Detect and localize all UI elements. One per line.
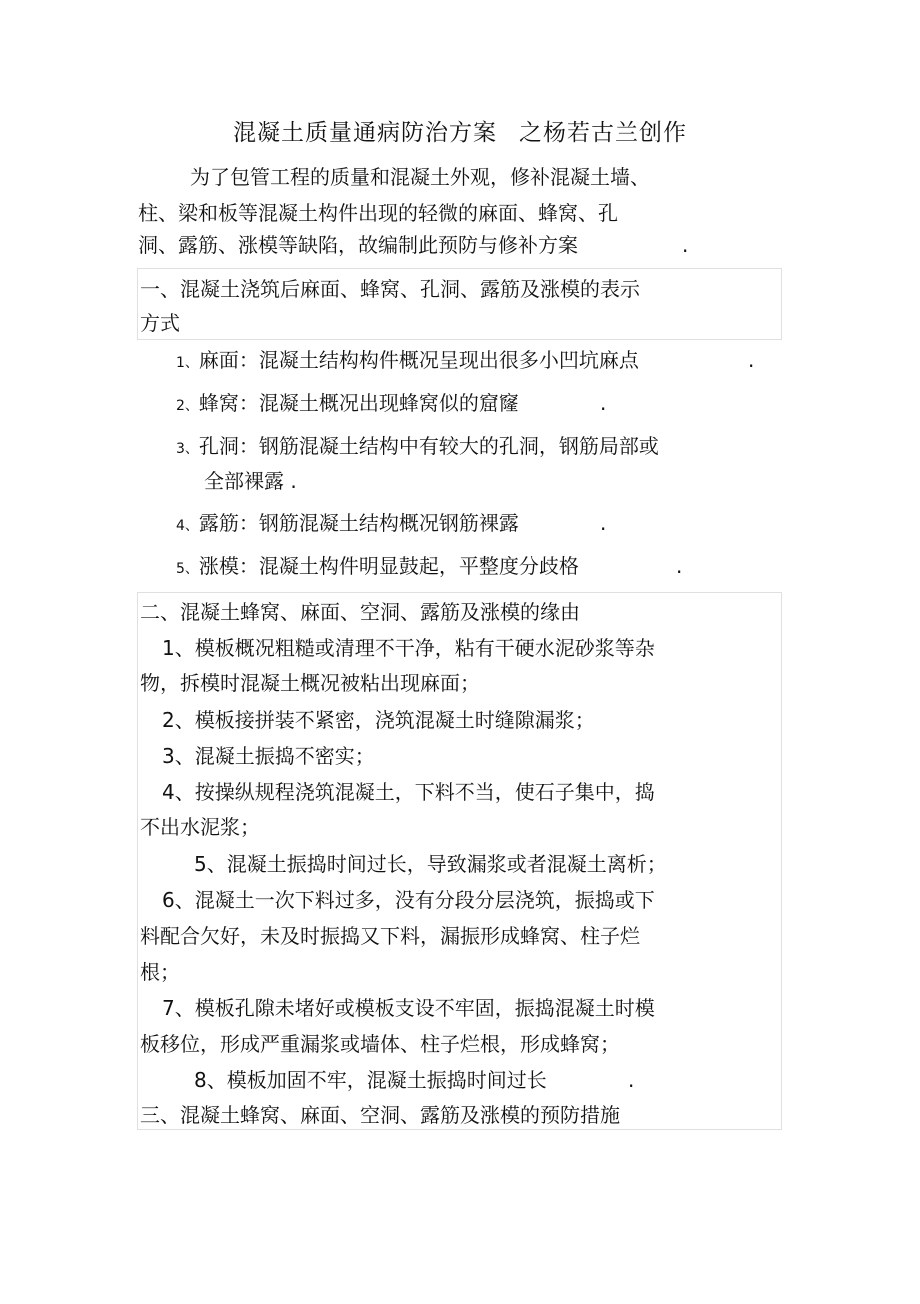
paragraph-line: 2、模板接拼装不紧密，浇筑混凝土时缝隙漏浆； xyxy=(162,708,595,732)
list-item xyxy=(176,551,579,584)
intro-line: 为了包管工程的质量和混凝土外观，修补混凝土墙、 xyxy=(190,165,650,189)
item-number: 5、 xyxy=(176,561,199,577)
paragraph-line: 根； xyxy=(140,960,180,984)
list-item xyxy=(176,431,659,464)
intro-dot: . xyxy=(682,233,689,257)
item-number: 4、 xyxy=(176,518,199,534)
paragraph-dot: . xyxy=(628,1068,635,1092)
title-main: 混凝土质量通病防治方案 xyxy=(233,120,497,146)
paragraph-line: 8、模板加固不牢，混凝土振捣时间过长 xyxy=(194,1068,547,1092)
item-dot: . xyxy=(676,554,683,578)
paragraph-line: 物，拆模时混凝土概况被粘出现麻面； xyxy=(140,671,480,695)
item-dot: . xyxy=(748,348,755,372)
paragraph-line: 6、混凝土一次下料过多，没有分段分层浇筑，振捣或下 xyxy=(162,888,655,912)
paragraph-line: 1、模板概况粗糙或清理不干净，粘有干硬水泥砂浆等杂 xyxy=(162,636,655,660)
item-text: 孔洞：钢筋混凝土结构中有较大的孔洞，钢筋局部或 xyxy=(198,434,659,458)
item-text: 麻面：混凝土结构构件概况呈现出很多小凹坑麻点 xyxy=(198,348,639,372)
paragraph-line: 3、混凝土振捣不密实； xyxy=(162,744,375,768)
intro-line: 洞、露筋、涨模等缺陷，故编制此预防与修补方案 xyxy=(138,233,578,257)
paragraph-line: 4、按操纵规程浇筑混凝土，下料不当，使石子集中，捣 xyxy=(162,780,655,804)
item-text: 蜂窝：混凝土概况出现蜂窝似的窟窿 xyxy=(198,391,519,415)
paragraph-line: 5、混凝土振捣时间过长，导致漏浆或者混凝土离析； xyxy=(194,852,667,876)
list-item xyxy=(176,388,519,421)
section1-heading: 一、混凝土浇筑后麻面、蜂窝、孔洞、露筋及涨模的表示 xyxy=(140,277,640,301)
list-item xyxy=(176,508,519,541)
section1-heading-cont: 方式 xyxy=(140,311,180,335)
list-item xyxy=(176,345,639,378)
paragraph-line: 不出水泥浆； xyxy=(140,815,260,839)
item-text: 露筋：钢筋混凝土结构概况钢筋裸露 xyxy=(198,511,519,535)
title-author: 之杨若古兰创作 xyxy=(519,120,687,146)
item-dot: . xyxy=(600,391,607,415)
intro-line: 柱、梁和板等混凝土构件出现的轻微的麻面、蜂窝、孔 xyxy=(138,201,618,225)
item-text-cont: 全部裸露 . xyxy=(204,469,297,493)
item-number: 1、 xyxy=(176,355,199,371)
item-dot: . xyxy=(600,511,607,535)
paragraph-line: 板移位，形成严重漏浆或墙体、柱子烂根，形成蜂窝； xyxy=(140,1032,620,1056)
document-title xyxy=(0,114,920,147)
paragraph-line: 料配合欠好，未及时振捣又下料，漏振形成蜂窝、柱子烂 xyxy=(140,924,640,948)
item-number: 2、 xyxy=(176,398,199,414)
paragraph-line: 7、模板孔隙未堵好或模板支设不牢固，振捣混凝土时模 xyxy=(162,996,655,1020)
item-text: 涨模：混凝土构件明显鼓起，平整度分歧格 xyxy=(198,554,579,578)
item-number: 3、 xyxy=(176,441,199,457)
section3-heading: 三、混凝土蜂窝、麻面、空洞、露筋及涨模的预防措施 xyxy=(140,1103,620,1127)
section2-heading: 二、混凝土蜂窝、麻面、空洞、露筋及涨模的缘由 xyxy=(140,600,580,624)
